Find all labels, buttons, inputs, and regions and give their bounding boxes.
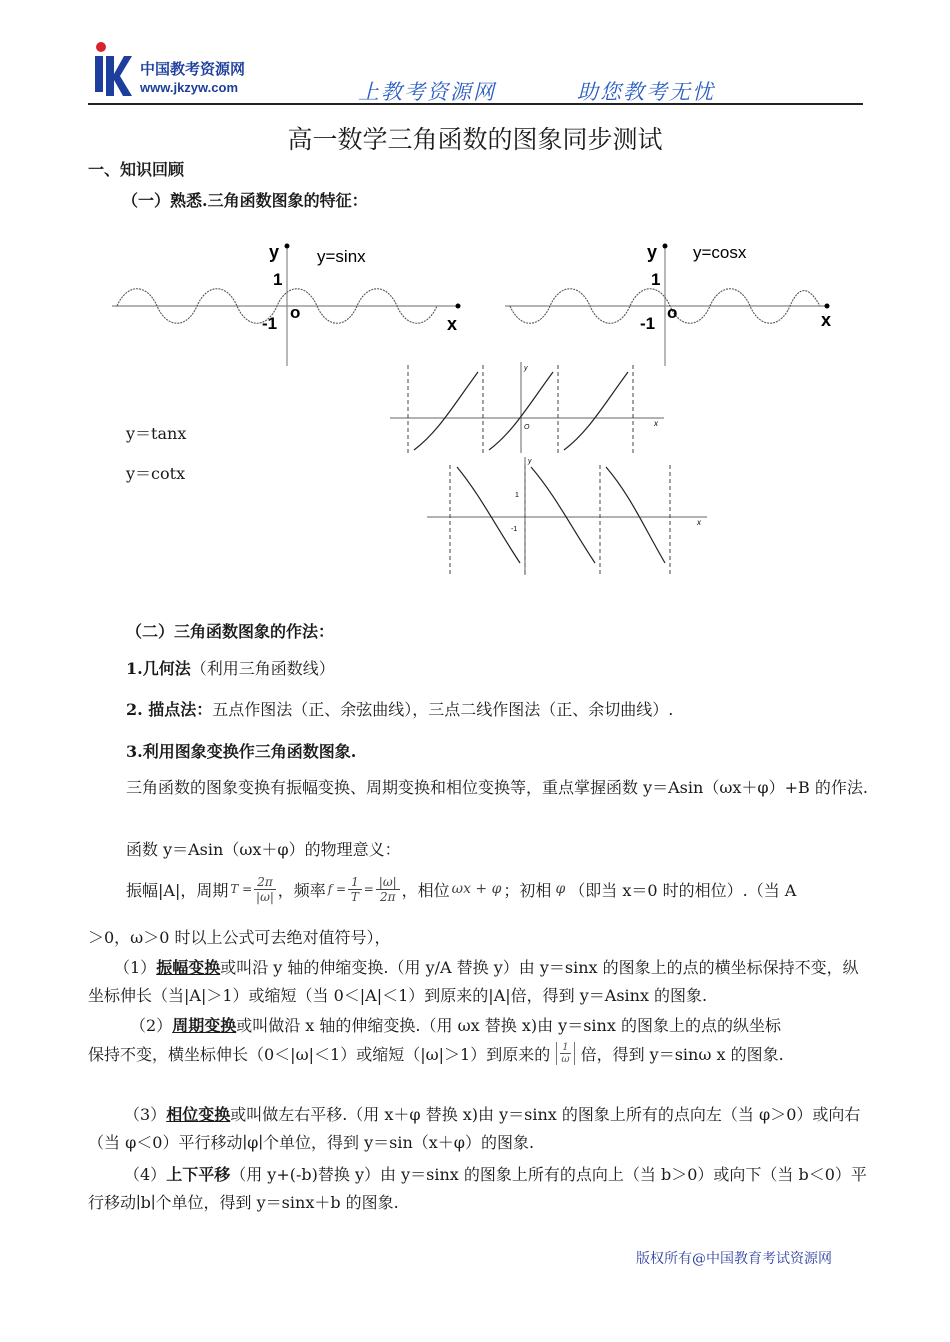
cos-one-label: 1 xyxy=(651,270,661,289)
sin-origin-label: o xyxy=(290,303,301,322)
header-logo xyxy=(92,40,132,98)
cot-graph xyxy=(425,455,715,585)
transform-period: （2）周期变换或叫做沿 x 轴的伸缩变换.（用 ωx 替换 x)由 y＝sinx 的图象上的点的纵坐标 xyxy=(130,1016,781,1035)
initial-phase-symbol: φ xyxy=(555,881,566,897)
site-name: 中国教考资源网 xyxy=(140,60,246,78)
sin-one-label: 1 xyxy=(273,270,283,289)
method-2 xyxy=(126,697,673,720)
cos-x-axis-label: x xyxy=(821,310,832,330)
formula-line-2: ＞0，ω＞0 时以上公式可去绝对值符号）， xyxy=(88,928,391,947)
cos-graph xyxy=(505,238,850,368)
transform-amplitude: （1）振幅变换或叫沿 y 轴的伸缩变换.（用 y/A 替换 y）由 y＝sinx 的图象上的点的横坐标保持不变，纵坐标伸长（当|A|＞1）或缩短（当 0＜|A|＜1）到原来的|A|倍，得到 y＝Asinx 的图象. xyxy=(88,958,859,1005)
site-url[interactable]: www.jkzyw.com xyxy=(140,80,239,95)
transform-phase: （3）相位变换或叫做左右平移.（用 x＋φ 替换 x)由 y＝sinx 的图象上所有的点向左（当 φ＞0）或向右（当 φ＜0）平行移动∣φ∣个单位，得到 y＝sin（x＋φ）的图象. xyxy=(88,1105,861,1152)
tan-branch-1 xyxy=(414,372,478,450)
method-2-title: 2. 描点法： xyxy=(126,700,213,719)
method-1-title: 1.几何法 xyxy=(126,659,191,678)
transform-period-line2: 保持不变，横坐标伸长（0＜|ω|＜1）或缩短（|ω|＞1）到原来的 1 ω 倍，得到 y＝sinω x 的图象. xyxy=(88,1042,784,1065)
period-formula: T = $\frac{2\pi}{|\omega|}$ xyxy=(230,874,274,904)
tan-graph xyxy=(388,360,668,455)
svg-text:1: 1 xyxy=(515,492,519,499)
cos-y-axis-label: y xyxy=(647,242,658,262)
frequency-formula: f = $\frac{1}{T}$ = $\frac{|\omega|}{2\pi}$ xyxy=(328,875,400,904)
cos-origin-label: o xyxy=(667,303,678,322)
svg-text:y: y xyxy=(528,458,532,465)
vertical-shift-keyword: 上下平移 xyxy=(166,1165,231,1184)
method-1 xyxy=(126,656,335,679)
phase-keyword: 相位变换 xyxy=(166,1105,231,1124)
method-2-desc: 五点作图法（正、余弦曲线），三点二线作图法（正、余切曲线）. xyxy=(212,700,674,719)
jk-logo-icon xyxy=(92,40,132,98)
formula-line: 振幅|A|，周期 T = $\frac{2\pi}{|\omega|}$ ，频率 f = $\frac{1}{T}$ = $\frac{|\omega|}{2\pi}$ ，相位 ωx + φ ；初相 φ （即当 x＝0 时的相位）.（当 A xyxy=(126,874,797,904)
page-title: 高一数学三角函数的图象同步测试 xyxy=(287,125,663,154)
method-3-title: 3.利用图象变换作三角函数图象. xyxy=(126,742,357,761)
period-keyword: 周期变换 xyxy=(172,1016,237,1035)
slogan-left: 上教考资源网 xyxy=(358,80,496,104)
slogan-right: 助您教考无忧 xyxy=(577,80,715,104)
method-1-desc: （利用三角函数线） xyxy=(190,659,335,678)
svg-text:x: x xyxy=(654,419,658,428)
footer-copyright: 版权所有@中国教育考试资源网 xyxy=(636,1251,832,1267)
paragraph-transform-intro: 三角函数的图象变换有振幅变换、周期变换和相位变换等，重点掌握函数 y＝Asin（ωx＋φ）+B 的作法. xyxy=(126,778,868,797)
svg-text:O: O xyxy=(524,424,530,431)
sin-graph xyxy=(112,238,472,368)
inverse-omega-formula: 1 ω xyxy=(556,1042,574,1065)
tan-label: y＝tanx xyxy=(126,424,187,443)
cot-branch-2 xyxy=(531,467,595,563)
sin-curve-label: y=sinx xyxy=(317,247,366,266)
cos-neg-one-label: -1 xyxy=(640,314,656,333)
cot-label: y＝cotx xyxy=(126,464,186,483)
paragraph-physical-meaning: 函数 y＝Asin（ωx＋φ）的物理意义： xyxy=(126,840,401,859)
phase-formula: ωx + φ xyxy=(451,881,502,897)
subsection-heading-1: （一）熟悉.三角函数图象的特征： xyxy=(122,191,368,210)
sin-y-axis-label: y xyxy=(269,242,280,262)
svg-text:y: y xyxy=(524,365,528,372)
sin-neg-one-label: -1 xyxy=(262,314,278,333)
cot-branch-1 xyxy=(457,467,520,563)
svg-text:x: x xyxy=(697,518,701,527)
sin-x-axis-label: x xyxy=(447,314,458,334)
tan-branch-3 xyxy=(564,372,628,450)
svg-text:-1: -1 xyxy=(511,526,518,533)
cos-curve-label: y=cosx xyxy=(693,243,747,262)
subsection-heading-2: （二）三角函数图象的作法： xyxy=(126,622,335,641)
section-heading-1: 一、知识回顾 xyxy=(88,160,185,179)
amplitude-keyword: 振幅变换 xyxy=(156,958,221,977)
header-rule xyxy=(88,103,863,105)
cot-branch-3 xyxy=(606,467,665,563)
transform-vertical-shift: （4）上下平移（用 y+(-b)替换 y）由 y＝sinx 的图象上所有的点向上（当 b＞0）或向下（当 b＜0）平行移动∣b∣个单位，得到 y＝sinx＋b 的图象. xyxy=(88,1165,867,1212)
